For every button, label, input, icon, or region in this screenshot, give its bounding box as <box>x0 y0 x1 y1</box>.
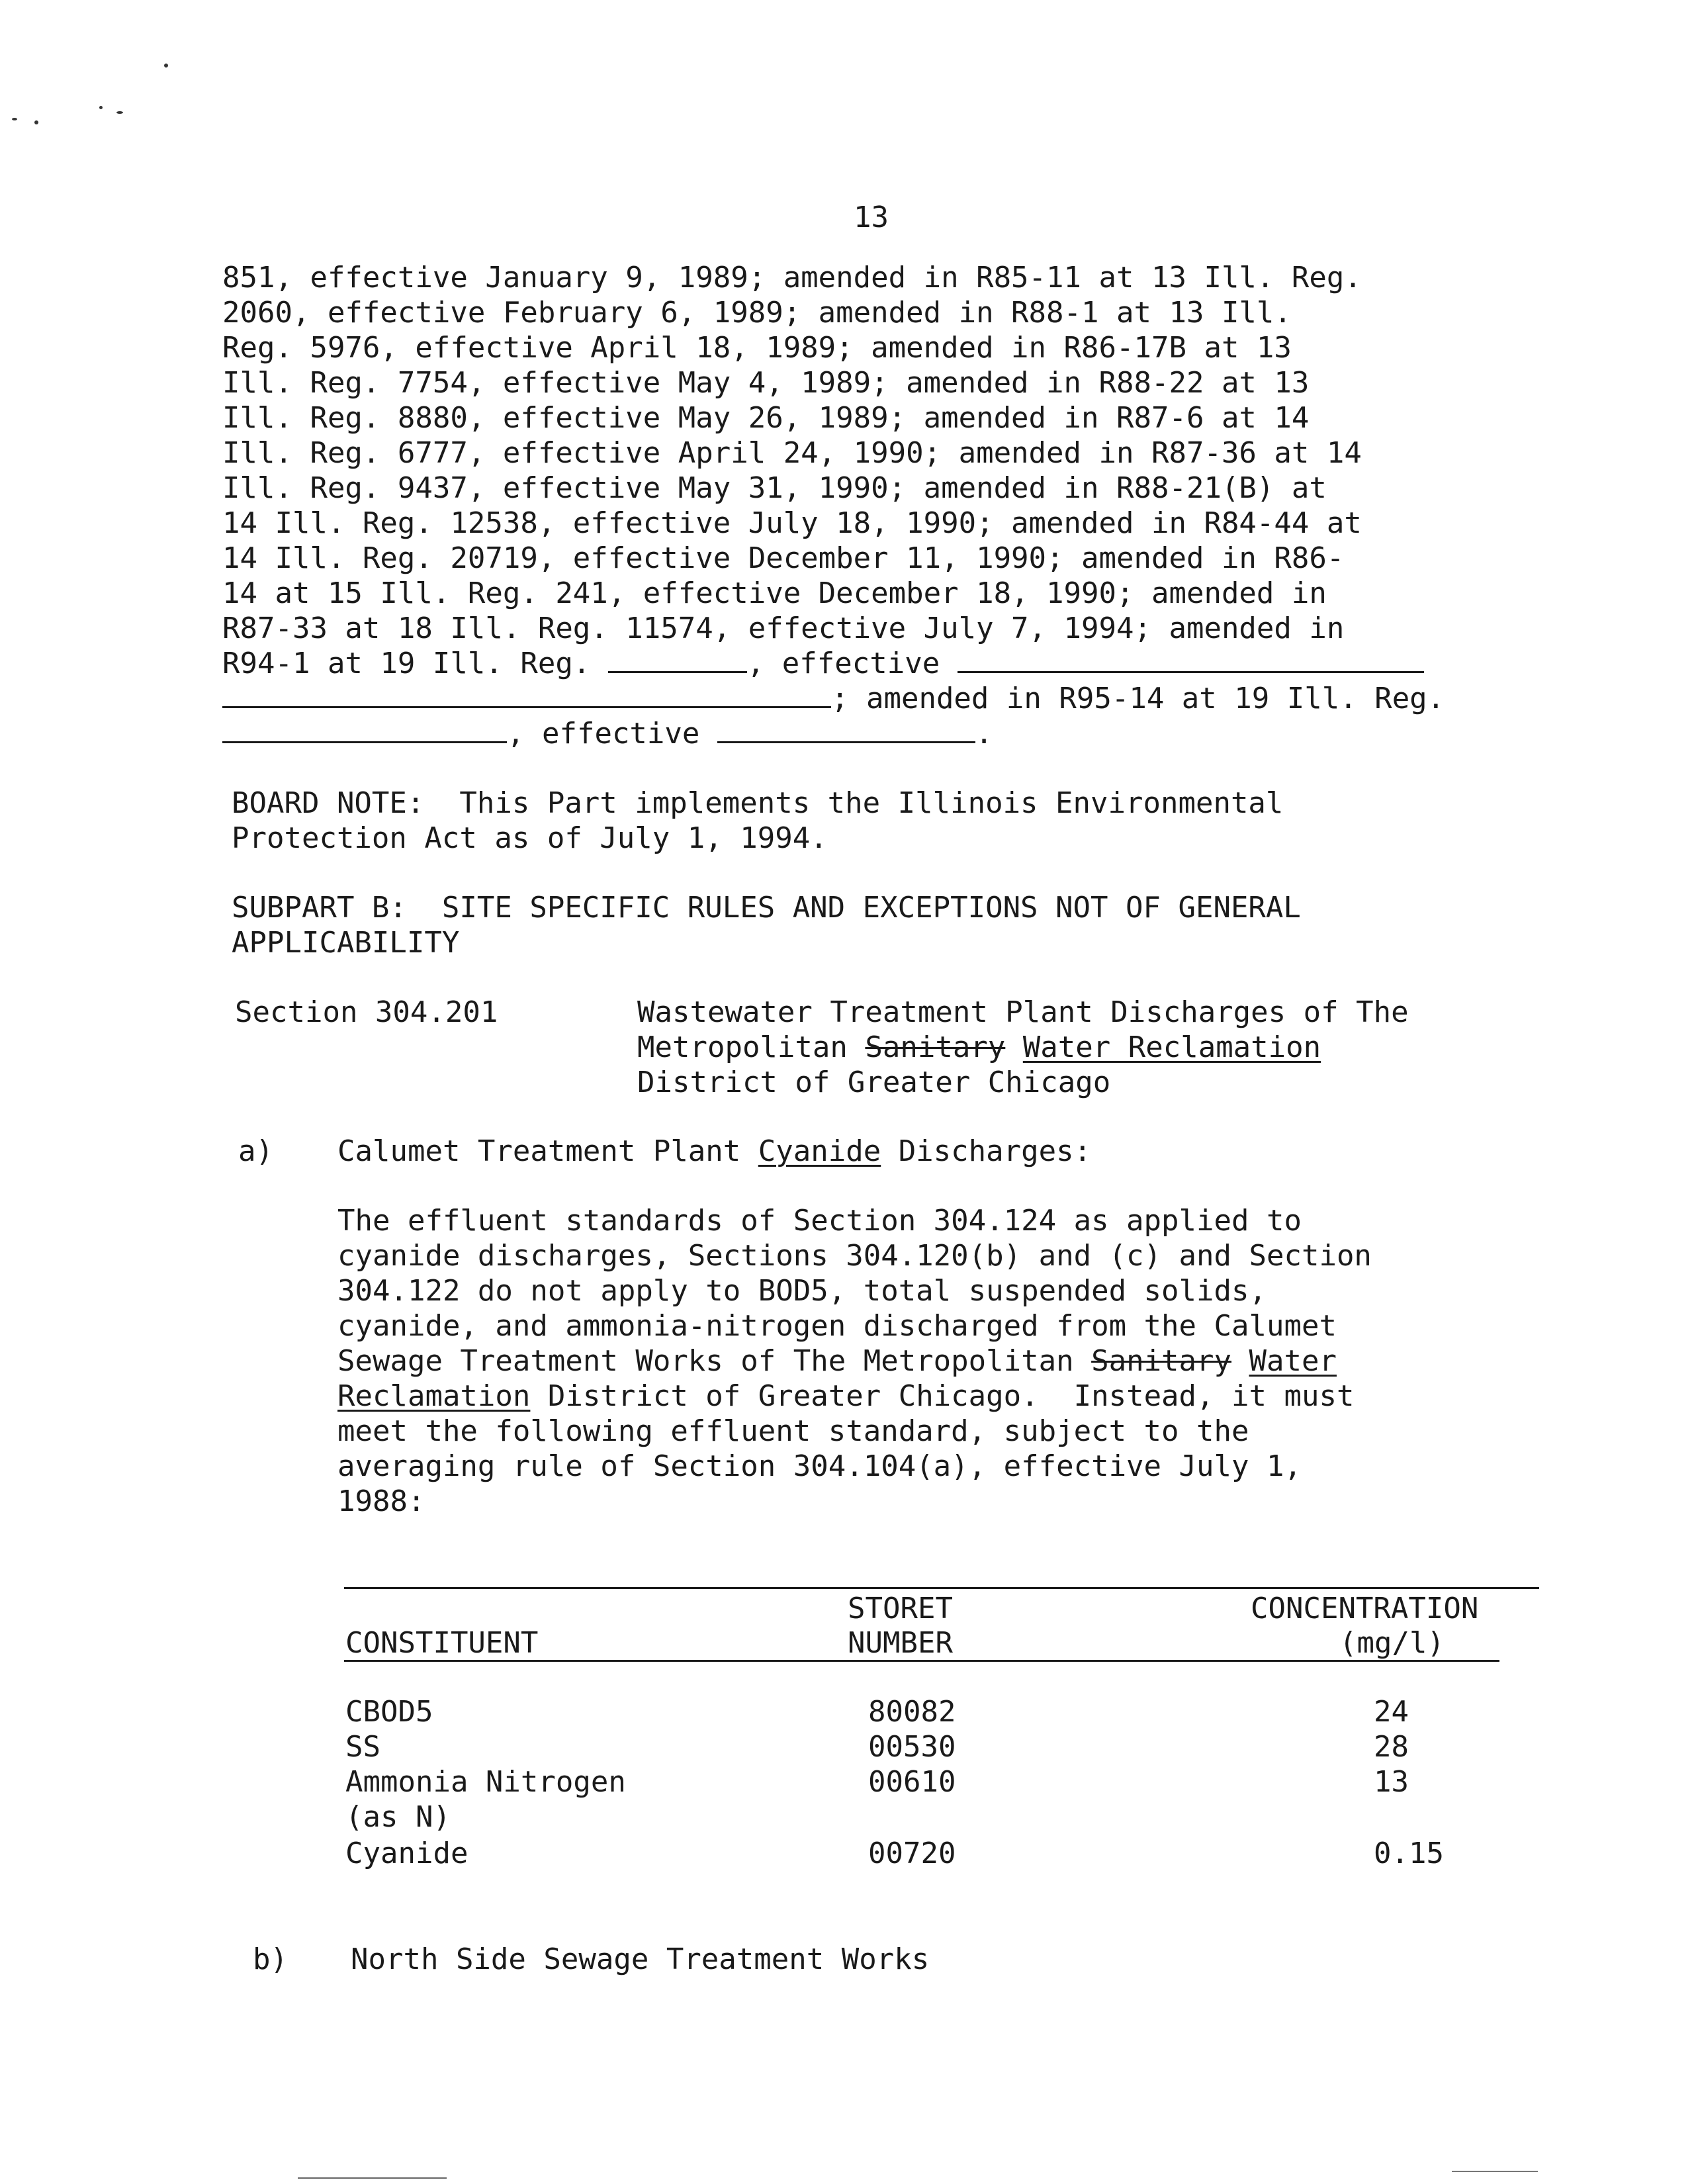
paragraph-line: averaging rule of Section 304.104(a), effective July 1, <box>337 1449 1302 1483</box>
paragraph-text <box>1231 1344 1249 1378</box>
scan-speck <box>116 111 123 114</box>
subpart-heading: SUBPART B: SITE SPECIFIC RULES AND EXCEPTIONS NOT OF GENERAL <box>232 891 1301 925</box>
scan-speck <box>99 106 103 109</box>
deleted-text: Sanitary <box>865 1030 1006 1064</box>
history-line-blank-reg <box>222 646 1424 681</box>
table-header-constituent: CONSTITUENT <box>345 1626 539 1660</box>
table-header-concentration: (mg/l) <box>1339 1626 1445 1660</box>
table-cell-storet: 00530 <box>868 1730 956 1764</box>
table-cell-storet: 80082 <box>868 1695 956 1729</box>
history-line: R87-33 at 18 Ill. Reg. 11574, effective July 7, 1994; amended in <box>222 612 1345 645</box>
history-text: ; amended in R95-14 at 19 Ill. Reg. <box>831 682 1445 715</box>
history-line: 851, effective January 9, 1989; amended in R85-11 at 13 Ill. Reg. <box>222 261 1362 295</box>
table-header-storet: STORET <box>848 1592 953 1625</box>
table-header-storet: NUMBER <box>848 1626 953 1660</box>
item-heading-text: Calumet Treatment Plant <box>337 1134 758 1168</box>
history-line: Ill. Reg. 6777, effective April 24, 1990; amended in R87-36 at 14 <box>222 436 1362 470</box>
table-header-concentration: CONCENTRATION <box>1251 1592 1479 1625</box>
section-title <box>637 1030 1321 1065</box>
scan-speck <box>12 118 17 120</box>
scan-mark <box>298 2177 447 2179</box>
item-marker: a) <box>238 1134 273 1168</box>
history-line: 14 at 15 Ill. Reg. 241, effective December 18, 1990; amended in <box>222 576 1327 610</box>
blank-field <box>717 719 975 743</box>
table-top-rule <box>344 1587 1539 1589</box>
history-text: . <box>975 717 993 751</box>
table-cell-constituent: Cyanide <box>345 1837 468 1870</box>
board-note: BOARD NOTE: This Part implements the Illinois Environmental <box>232 786 1284 820</box>
table-cell-concentration: 0.15 <box>1374 1837 1444 1870</box>
paragraph-text: District of Greater Chicago. Instead, it must <box>530 1379 1355 1413</box>
section-title-text <box>1005 1030 1023 1064</box>
item-heading-text: Discharges: <box>881 1134 1092 1168</box>
history-line: Ill. Reg. 9437, effective May 31, 1990; amended in R88-21(B) at <box>222 471 1327 505</box>
paragraph-line: 1988: <box>337 1484 425 1518</box>
item-marker: b) <box>253 1942 288 1976</box>
history-line-blank-effective <box>222 681 1445 716</box>
history-line: 2060, effective February 6, 1989; amended in R88-1 at 13 Ill. <box>222 296 1292 330</box>
table-cell-constituent: (as N) <box>345 1800 451 1834</box>
history-line: Ill. Reg. 8880, effective May 26, 1989; amended in R87-6 at 14 <box>222 401 1310 435</box>
section-title: Wastewater Treatment Plant Discharges of The <box>637 995 1409 1029</box>
paragraph-line: cyanide, and ammonia-nitrogen discharged from the Calumet <box>337 1309 1337 1343</box>
section-title-text: Metropolitan <box>637 1030 866 1064</box>
section-title: District of Greater Chicago <box>637 1066 1111 1099</box>
history-line: Ill. Reg. 7754, effective May 4, 1989; amended in R88-22 at 13 <box>222 366 1310 400</box>
blank-field <box>222 684 831 708</box>
history-line: 14 Ill. Reg. 20719, effective December 11, 1990; amended in R86- <box>222 541 1345 575</box>
inserted-text: Reclamation <box>337 1379 531 1413</box>
table-cell-constituent: SS <box>345 1730 380 1764</box>
scan-mark <box>1452 2171 1538 2172</box>
page-number: 13 <box>854 201 889 234</box>
table-cell-concentration: 13 <box>1374 1765 1409 1799</box>
deleted-text: Sanitary <box>1091 1344 1232 1378</box>
inserted-text: Water Reclamation <box>1022 1030 1321 1064</box>
paragraph-line <box>337 1379 1354 1414</box>
table-cell-concentration: 24 <box>1374 1695 1409 1729</box>
item-heading: North Side Sewage Treatment Works <box>351 1942 930 1976</box>
subpart-heading: APPLICABILITY <box>232 926 460 960</box>
history-line-blank-final <box>222 716 993 751</box>
scan-speck <box>164 64 168 68</box>
table-cell-constituent: Ammonia Nitrogen <box>345 1765 626 1799</box>
paragraph-line <box>337 1343 1337 1379</box>
table-header-rule <box>344 1660 1499 1662</box>
table-cell-constituent: CBOD5 <box>345 1695 433 1729</box>
paragraph-text: Sewage Treatment Works of The Metropolitan <box>337 1344 1092 1378</box>
table-cell-concentration: 28 <box>1374 1730 1409 1764</box>
history-text: , effective <box>507 717 717 751</box>
section-number: Section 304.201 <box>235 995 498 1029</box>
paragraph-line: meet the following effluent standard, subject to the <box>337 1414 1249 1448</box>
history-line: Reg. 5976, effective April 18, 1989; amended in R86-17B at 13 <box>222 331 1292 365</box>
table-cell-storet: 00720 <box>868 1837 956 1870</box>
blank-field <box>608 649 747 673</box>
item-heading <box>337 1134 1091 1169</box>
board-note: Protection Act as of July 1, 1994. <box>232 821 828 855</box>
history-text: , effective <box>746 647 958 680</box>
blank-field <box>958 649 1424 673</box>
inserted-text: Cyanide <box>758 1134 881 1168</box>
history-text: R94-1 at 19 Ill. Reg. <box>222 647 608 680</box>
blank-field <box>222 719 507 743</box>
paragraph-line: 304.122 do not apply to BOD5, total suspended solids, <box>337 1274 1267 1308</box>
paragraph-line: The effluent standards of Section 304.124 as applied to <box>337 1204 1302 1238</box>
inserted-text: Water <box>1249 1344 1337 1378</box>
history-line: 14 Ill. Reg. 12538, effective July 18, 1990; amended in R84-44 at <box>222 506 1362 540</box>
table-cell-storet: 00610 <box>868 1765 956 1799</box>
paragraph-line: cyanide discharges, Sections 304.120(b) and (c) and Section <box>337 1239 1372 1273</box>
scan-speck <box>34 120 38 124</box>
